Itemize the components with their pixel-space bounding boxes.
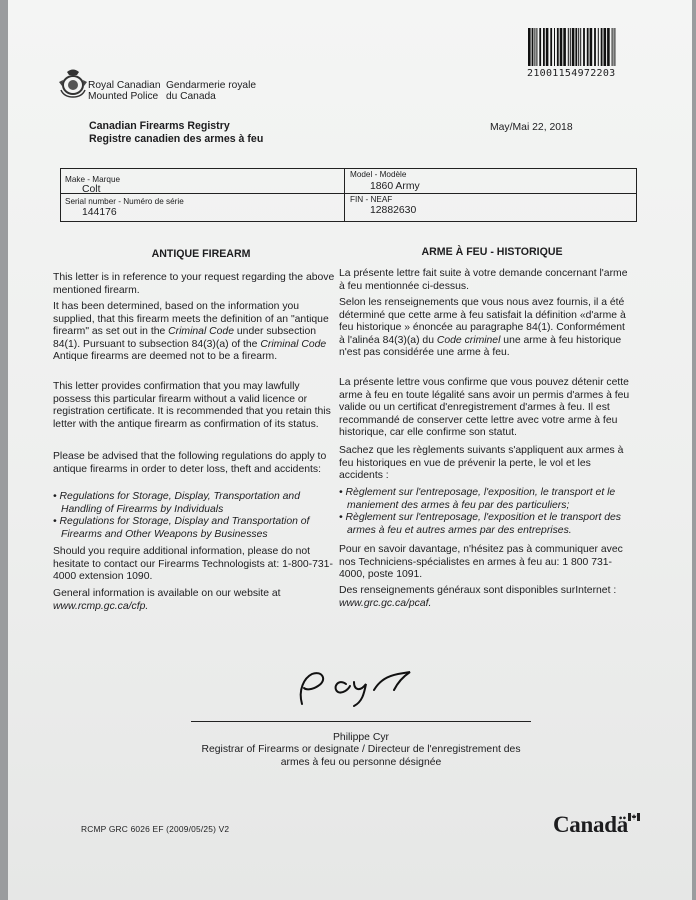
french-paragraph-2: Selon les renseignements que vous nous avez fournis, il a été déterminé que cette arme à feu satisfait la définition «d'arme à feu historique » énoncée au paragraphe 84(1). Conformément à l'alinéa 84(3)(a) du Code criminel une arme à feu historique n'est pas considérée une arme à feu. <box>339 297 626 359</box>
fin-label: FIN - NEAF <box>350 195 393 204</box>
french-paragraph-5: Pour en savoir davantage, n'hésitez pas à communiquer avec nos Techniciens-spécialistes en armes à feu au: 1 800 731-4000, poste 1091. <box>339 544 623 581</box>
french-paragraph-3: La présente lettre vous confirme que vous pouvez détenir cette arme à feu en toute légalité sans avoir un permis d'armes à feu valide ou un certificat d'enregistrement d'armes à feu. Il est recommandé de conserver cette lettre avec votre arme à feu historique, car elle confirme son statut. <box>339 377 630 439</box>
make-value: Colt <box>82 184 101 195</box>
agency-name-fr: Gendarmerie royale du Canada <box>166 80 257 102</box>
firearm-info-box <box>60 168 637 222</box>
barcode <box>528 28 616 66</box>
serial-value: 144176 <box>82 207 117 218</box>
signatory-name: Philippe Cyr <box>332 732 390 743</box>
english-paragraph-1: This letter is in reference to your request regarding the above mentioned firearm. <box>53 272 335 296</box>
barcode-number: 21001154972203 <box>527 68 616 79</box>
english-paragraph-3: This letter provides confirmation that you may lawfully possess this particular firearm without a valid licence or registration certificate. It is recommended that you retain this letter with the antique firearm as confirmation of its status. <box>53 381 331 430</box>
signature-line <box>191 721 531 722</box>
english-regulation-2: • Regulations for Storage, Display and Transportation of Firearms and Other Weapons by Businesses <box>53 516 310 540</box>
french-regulation-2: • Règlement sur l'entreposage, l'exposition et le transport des armes à feu et autres armes par des entreprises. <box>339 512 621 536</box>
canada-wordmark: Canadä <box>553 812 628 837</box>
english-paragraph-4: Please be advised that the following regulations do apply to antique firearms in order to deter loss, theft and accidents: <box>53 451 327 475</box>
english-paragraph-5: Should you require additional information, please do not hesitate to contact our Firearms Technologists at: 1-800-731-4000 extension 1090. <box>53 546 333 583</box>
english-website-link: www.rcmp.gc.ca/cfp. <box>53 600 149 612</box>
model-label: Model - Modèle <box>350 170 407 179</box>
french-regulations-list <box>339 487 631 537</box>
signatory-block <box>191 732 531 769</box>
canada-flag-icon <box>628 813 640 821</box>
model-value: 1860 Army <box>370 181 420 192</box>
signatory-title-1: Registrar of Firearms or designate / Directeur de l'enregistrement des <box>201 744 521 756</box>
signatory-title-2: armes à feu ou personne désignée <box>280 756 442 768</box>
french-paragraph-4: Sachez que les règlements suivants s'appliquent aux armes à feu historiques en vue de prévenir la perte, le vol et les accidents : <box>339 445 624 482</box>
fin-value: 12882630 <box>370 205 417 216</box>
letter-page <box>8 0 692 900</box>
french-heading: ARME À FEU - HISTORIQUE <box>421 246 563 258</box>
english-heading: ANTIQUE FIREARM <box>151 248 251 260</box>
rcmp-crest-icon <box>58 66 88 100</box>
form-code: RCMP GRC 6026 EF (2009/05/25) V2 <box>81 824 230 834</box>
agency-name-en: Royal Canadian Mounted Police <box>88 80 161 102</box>
registry-name: Canadian Firearms Registry Registre canadien des armes à feu <box>89 120 264 145</box>
english-regulations-list <box>53 491 335 541</box>
handwritten-signature <box>288 660 438 710</box>
french-paragraph-6: Des renseignements généraux sont disponibles surInternet : www.grc.gc.ca/pcaf. <box>339 585 617 609</box>
french-paragraph-1: La présente lettre fait suite à votre demande concernant l'arme à feu mentionnée ci-dessus. <box>339 268 628 292</box>
french-regulation-1: • Règlement sur l'entreposage, l'exposition, le transport et le maniement des armes à feu par des particuliers; <box>339 487 616 511</box>
column-divider <box>344 169 345 221</box>
letter-date: May/Mai 22, 2018 <box>490 122 573 133</box>
english-paragraph-6: General information is available on our website at www.rcmp.gc.ca/cfp. <box>53 588 281 612</box>
english-regulation-1: • Regulations for Storage, Display, Transportation and Handling of Firearms by Individuals <box>53 491 300 515</box>
serial-label: Serial number - Numéro de série <box>65 197 184 206</box>
make-label: Make - Marque <box>65 175 121 184</box>
english-paragraph-2: It has been determined, based on the information you supplied, that this firearm meets the definition of an "antique firearm" as set out in the Criminal Code under subsection 84(1). Pursuant to subsection 84(3)(a) of the Criminal Code Antique firearms are deemed not to be a firearm. <box>53 301 329 363</box>
row-divider <box>61 193 636 194</box>
french-website-link: www.grc.gc.ca/pcaf. <box>339 597 432 609</box>
